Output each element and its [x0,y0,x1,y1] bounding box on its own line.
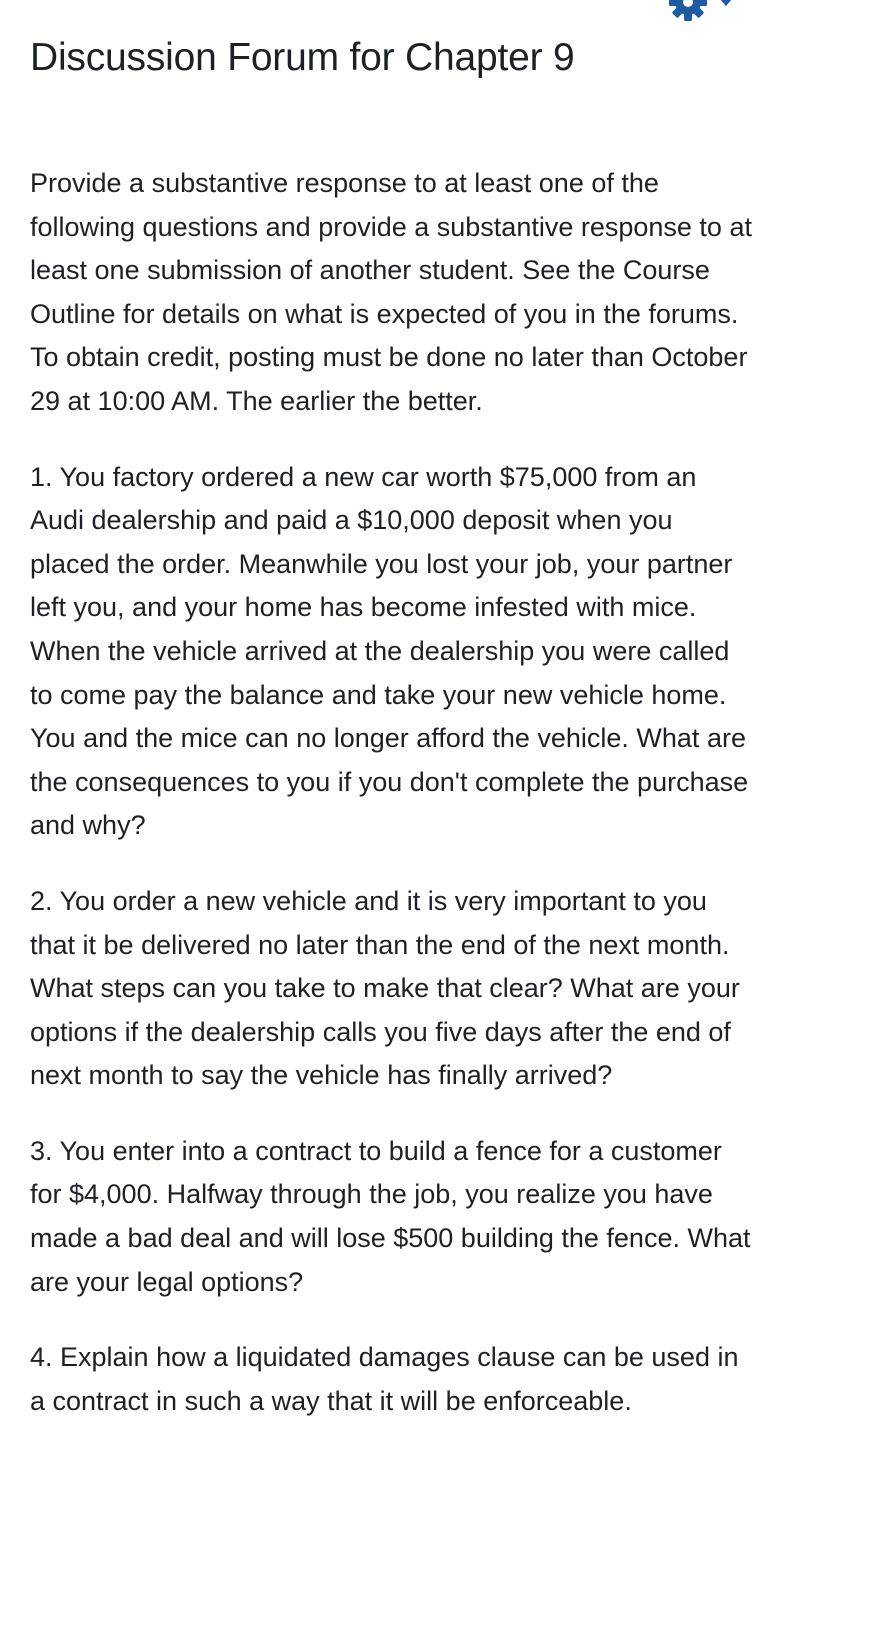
question-1: 1. You factory ordered a new car worth $75,000 from an Audi dealership and paid a $10,000 deposit when you placed the order. Meanwhile you lost your job, your partner left you, and your home has become infested with mice. When the vehicle arrived at the dealership you were called to come pay the balance and take your new vehicle home. You and the mice can no longer afford the vehicle. What are the consequences to you if you don't complete the purchase and why? [30,461,749,841]
question-3: 3. You enter into a contract to build a fence for a customer for $4,000. Halfway through the job, you realize you have made a bad deal and will lose $500 building the fence. What are your legal options? [30,1135,751,1297]
caret-down-icon [718,0,734,7]
intro-paragraph: Provide a substantive response to at least one of the following questions and provide a substantive response to at least one submission of another student. See the Course Outline for details on what is expected of you in the forums. To obtain credit, posting must be done no later than October 29 at 10:00 AM. The earlier the better. [30,168,752,416]
gear-icon [668,0,708,22]
settings-menu-button[interactable] [668,0,734,22]
question-4: 4. Explain how a liquidated damages clause can be used in a contract in such a way that it will be enforceable. [30,1342,739,1416]
page-title: Discussion Forum for Chapter 9 [30,36,575,79]
question-2: 2. You order a new vehicle and it is very important to you that it be delivered no later than the end of the next month. What steps can you take to make that clear? What are your options if the dealership calls you five days after the end of next month to say the vehicle has finally arrived? [30,885,740,1091]
forum-description [30,162,755,1455]
